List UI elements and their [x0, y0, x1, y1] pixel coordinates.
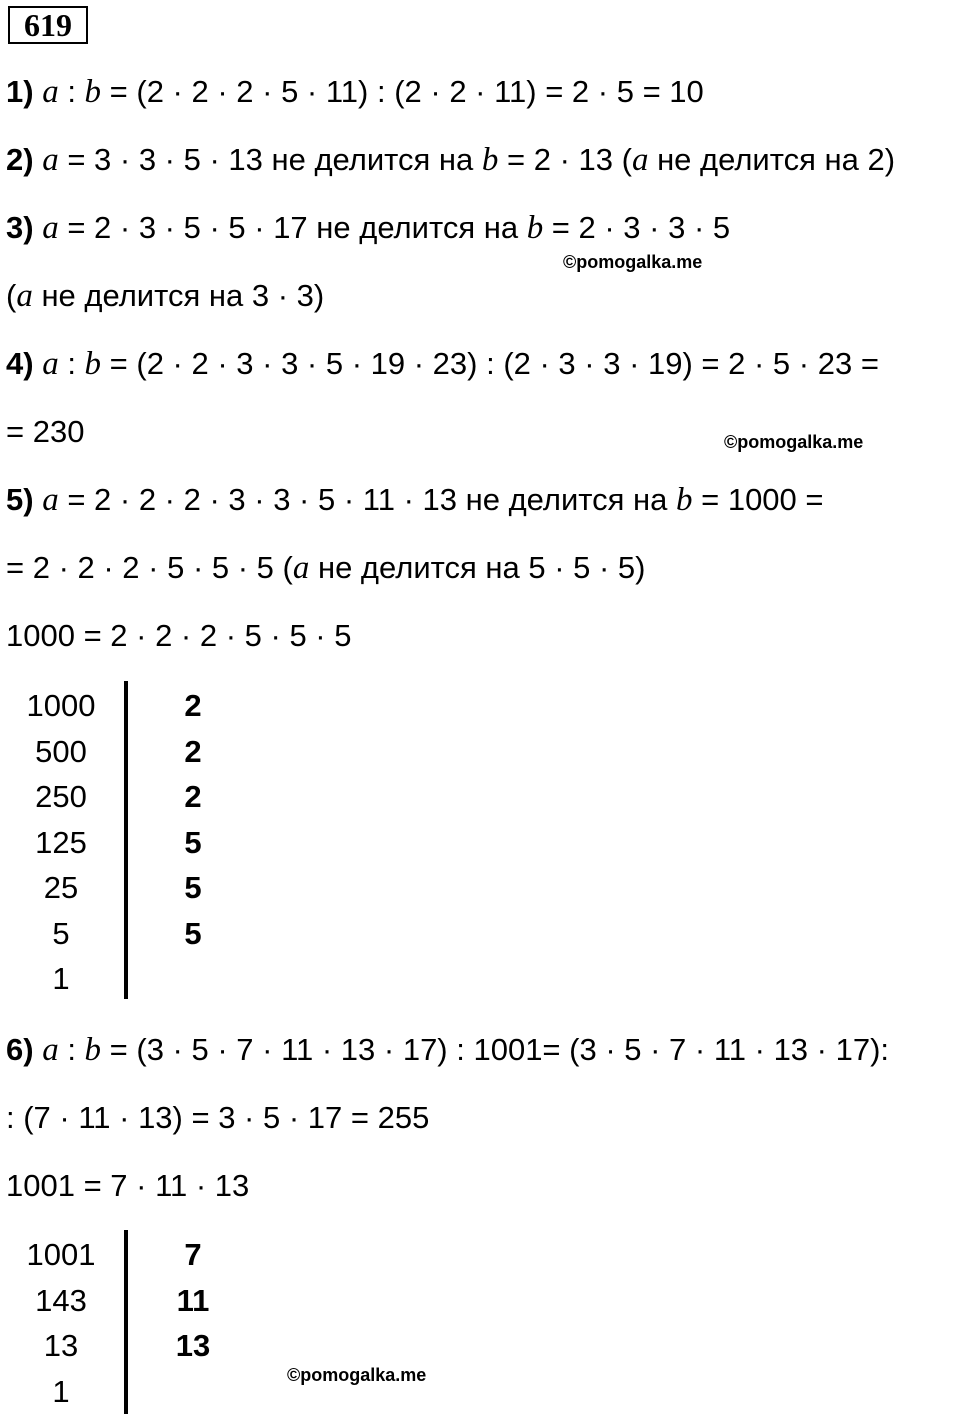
solution-line: [6, 1098, 429, 1138]
text: 1001 = 7 · 11 · 13: [6, 1168, 250, 1203]
item-number: 5): [6, 482, 34, 517]
text: : (7 · 11 · 13) = 3 · 5 · 17 = 255: [6, 1100, 430, 1135]
factor-table-dividend: 125: [35, 824, 87, 860]
factor-table-divisor: 13: [175, 1328, 211, 1363]
item-number: 6): [6, 1032, 34, 1067]
solution-line: [6, 548, 646, 588]
solution-line: [6, 276, 324, 316]
variable: b: [84, 1032, 102, 1068]
text: не делится на 3 · 3): [32, 278, 325, 313]
text: = 2 · 2 · 2 · 5 · 5 · 5 (: [6, 550, 293, 585]
text: [34, 142, 43, 177]
text: [34, 210, 43, 245]
problem-number: 619: [8, 6, 88, 44]
text: [34, 346, 43, 381]
factor-table-divisor: 5: [184, 824, 202, 860]
variable: a: [42, 346, 59, 382]
text: = 3 · 3 · 5 · 13 не делится на: [58, 142, 482, 177]
solution-line: [6, 344, 879, 384]
factor-table-dividend: 5: [52, 915, 70, 951]
text: :: [58, 346, 85, 381]
watermark: ©pomogalka.me: [724, 432, 864, 452]
text: = 2 · 3 · 3 · 5: [543, 210, 731, 245]
text: = (2 · 2 · 2 · 5 · 11) : (2 · 2 · 11) = 2 · 5 = 10: [101, 74, 704, 109]
factor-table-dividend: 1: [52, 961, 70, 996]
text: = 2 · 13 (: [498, 142, 632, 177]
item-number: 4): [6, 346, 34, 381]
variable: b: [526, 210, 544, 246]
text: = 2 · 2 · 2 · 3 · 3 · 5 · 11 · 13 не делится на: [58, 482, 676, 517]
factor-table-dividend: 1: [52, 1373, 70, 1409]
variable: b: [481, 142, 499, 178]
solution-line: [6, 616, 351, 656]
text: :: [58, 1032, 85, 1067]
solution-line: [6, 1030, 889, 1070]
watermark: ©pomogalka.me: [287, 1365, 427, 1385]
solution-line: [6, 72, 704, 112]
solution-line: [6, 208, 730, 248]
factor-table-dividend: 13: [43, 1328, 79, 1363]
text: = 230: [6, 414, 85, 449]
variable: a: [16, 278, 33, 314]
variable: b: [84, 74, 102, 110]
text: [34, 1032, 43, 1067]
variable: a: [292, 550, 310, 586]
factor-table-dividend: 143: [35, 1282, 87, 1318]
text: (: [6, 278, 17, 313]
text: = 2 · 3 · 5 · 5 · 17 не делится на: [58, 210, 527, 245]
item-number: 1): [6, 74, 34, 109]
solution-line: [6, 140, 895, 180]
factor-table-divisor: 2: [184, 688, 202, 723]
text: [34, 482, 43, 517]
factor-table-dividend: 25: [43, 870, 79, 905]
variable: a: [42, 482, 59, 518]
factor-table-divisor: 2: [184, 779, 202, 814]
solution-line: [6, 480, 824, 520]
variable: b: [676, 482, 693, 518]
factor-table-divisor: 5: [184, 870, 202, 905]
variable: a: [42, 142, 59, 178]
text: 1000 = 2 · 2 · 2 · 5 · 5 · 5: [6, 618, 352, 653]
factor-table-divisor: 7: [184, 1237, 202, 1272]
text: = 1000 =: [692, 482, 824, 517]
factor-table-divisor: 2: [184, 733, 202, 769]
variable: a: [631, 142, 649, 178]
factor-table-divisor: 5: [184, 915, 202, 951]
text: не делится на 5 · 5 · 5): [309, 550, 646, 585]
item-number: 2): [6, 142, 34, 177]
text: [34, 74, 43, 109]
factor-table-divider: [124, 1230, 128, 1414]
factor-table-divisor: 11: [176, 1282, 210, 1318]
text: = (3 · 5 · 7 · 11 · 13 · 17) : 1001= (3 · 5 · 7 · 11 · 13 · 17):: [101, 1032, 890, 1067]
item-number: 3): [6, 210, 34, 245]
text: = (2 · 2 · 3 · 3 · 5 · 19 · 23) : (2 · 3 · 3 · 19) = 2 · 5 · 23 =: [101, 346, 879, 381]
watermark: ©pomogalka.me: [563, 252, 703, 272]
variable: a: [42, 1032, 59, 1068]
text: :: [58, 74, 85, 109]
factor-table-divider: [124, 681, 128, 999]
text: не делится на 2): [648, 142, 896, 177]
factor-table-dividend: 250: [35, 779, 87, 814]
solution-line: [6, 412, 84, 452]
solution-line: [6, 1166, 249, 1206]
factor-table-dividend: 1000: [26, 688, 96, 723]
variable: b: [84, 346, 102, 382]
factor-table-dividend: 500: [35, 733, 87, 769]
variable: a: [42, 74, 59, 110]
factor-table-dividend: 1001: [26, 1237, 96, 1272]
variable: a: [42, 210, 59, 246]
